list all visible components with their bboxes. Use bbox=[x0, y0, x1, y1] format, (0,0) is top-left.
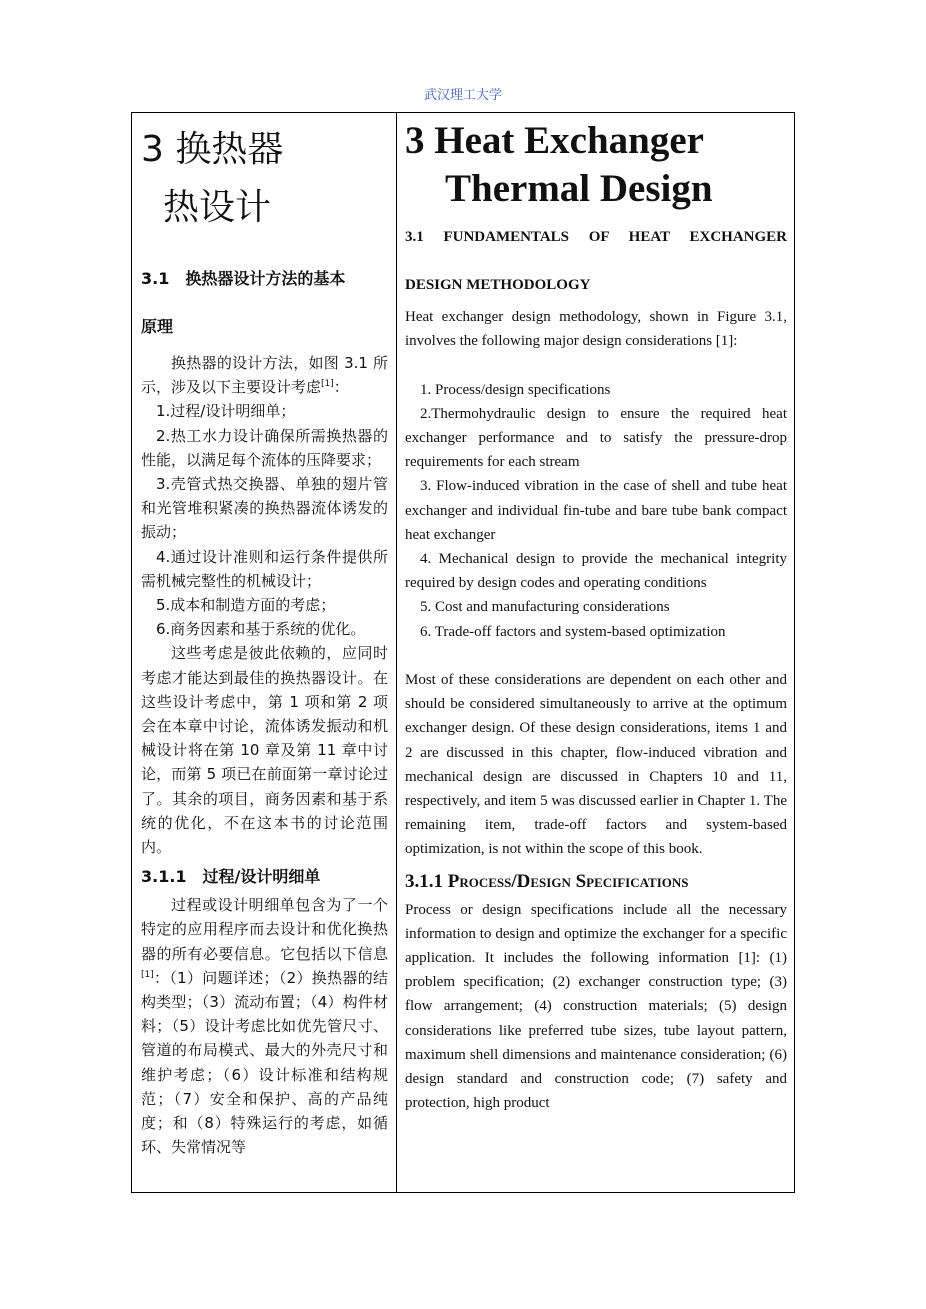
zh-paragraph-3 bbox=[141, 893, 388, 1159]
zh-intro-text: 换热器的设计方法，如图 3.1 所示，涉及以下主要设计考虑 bbox=[141, 354, 388, 397]
en-section-title-line2: DESIGN METHODOLOGY bbox=[405, 277, 591, 293]
en-title-line2: Thermal Design bbox=[445, 167, 713, 210]
en-item-1: 1. Process/design specifications bbox=[420, 381, 611, 398]
en-chapter-title bbox=[405, 117, 787, 213]
en-item-4: 4. Mechanical design to provide the mechanical integrity required by design codes and operating conditions bbox=[405, 551, 787, 592]
en-subsection-title: 3.1.1 Process/Design Specifications bbox=[405, 870, 689, 892]
en-item-6: 6. Trade-off factors and system-based optimization bbox=[420, 623, 726, 640]
zh-chapter-title bbox=[141, 121, 388, 237]
zh-item-1: 1.过程/设计明细单； bbox=[156, 402, 296, 421]
zh-item-5: 5.成本和制造方面的考虑； bbox=[156, 596, 336, 615]
zh-item-3: 3.壳管式热交换器、单独的翅片管和光管堆积紧凑的换热器流体诱发的振动； bbox=[141, 475, 388, 542]
zh-paragraph-3-ref: [1] bbox=[141, 969, 154, 980]
zh-item-4: 4.通过设计准则和运行条件提供所需机械完整性的机械设计； bbox=[141, 547, 388, 590]
spacer bbox=[405, 644, 787, 668]
zh-item-6: 6.商务因素和基于系统的优化。 bbox=[156, 620, 366, 639]
zh-intro-end: ： bbox=[333, 378, 349, 397]
zh-intro-ref: [1] bbox=[321, 379, 334, 390]
chinese-column bbox=[132, 113, 397, 1192]
english-column bbox=[397, 113, 794, 1192]
zh-title-line1: 3 换热器 bbox=[141, 129, 284, 170]
zh-paragraph-3-b: ：（1）问题详述；（2）换热器的结构类型；（3）流动布置；（4）构件材料；（5）设计考虑比如优先管尺寸、管道的布局模式、最大的外壳尺寸和维护考虑；（6）设计标准和结构规范；（7）安全和保护、高的产品纯度；和（8）特殊运行的考虑，如循环、失常情况等 bbox=[141, 968, 388, 1157]
en-title-line1: 3 Heat Exchanger bbox=[405, 119, 704, 162]
zh-title-line2: 热设计 bbox=[163, 187, 272, 228]
zh-section-title-line2: 原理 bbox=[141, 317, 174, 336]
zh-paragraph-3-a: 过程或设计明细单包含为了一个特定的应用程序而去设计和优化换热器的所有必要信息。它包括以下信息 bbox=[141, 896, 388, 963]
spacer bbox=[405, 353, 787, 377]
bilingual-table bbox=[131, 112, 795, 1193]
en-item-2: 2.Thermohydraulic design to ensure the required heat exchanger performance and to satisfy the pressure-drop requirements for each stream bbox=[405, 405, 787, 471]
zh-section-title-line1: 3.1 换热器设计方法的基本 bbox=[141, 269, 346, 288]
en-intro-paragraph: Heat exchanger design methodology, shown in Figure 3.1, involves the following major design considerations [1]: bbox=[405, 309, 787, 350]
en-paragraph-2: Most of these considerations are dependent on each other and should be considered simultaneously to arrive at the optimum exchanger design. Of these design considerations, items 1 and 2 are discussed in this chapter, flow-induced vibration and mechanical design are discussed in Chapters 10 and 11, respectively, and item 5 was discussed earlier in Chapter 1. The remaining item, trade-off factors and system-based optimization, is not within the scope of this book. bbox=[405, 672, 787, 858]
zh-section-title bbox=[141, 255, 388, 351]
zh-intro-paragraph bbox=[141, 351, 388, 399]
zh-subsection-title: 3.1.1 过程/设计明细单 bbox=[141, 867, 321, 887]
en-paragraph-3: Process or design specifications include all the necessary information to design and optimize the exchanger for a specific application. It includes the following information [1]: (1) problem specification; (2) exchanger construction type; (3) flow arrangement; (4) construction materials; (5) design considerations like preferred tube sizes, tube layout pattern, maximum shell dimensions and maintenance consideration; (6) design standard and construction code; (7) safety and protection, high product bbox=[405, 901, 787, 1112]
en-item-3: 3. Flow-induced vibration in the case of shell and tube heat exchanger and individual fin-tube and bare tube bank compact heat exchanger bbox=[405, 478, 787, 543]
page-header: 武汉理工大学 bbox=[423, 88, 502, 103]
en-item-5: 5. Cost and manufacturing considerations bbox=[420, 599, 670, 616]
zh-item-2: 2.热工水力设计确保所需换热器的性能，以满足每个流体的压降要求； bbox=[141, 426, 388, 469]
zh-paragraph-2: 这些考虑是彼此依赖的，应同时考虑才能达到最佳的换热器设计。在这些设计考虑中，第 1 项和第 2 项会在本章中讨论，流体诱发振动和机械设计将在第 10 章及第 11 章中讨论，而第 5 项已在前面第一章讨论过了。其余的项目，商务因素和基于系统的优化，不在这本书的讨论范围内。 bbox=[141, 644, 388, 857]
en-section-title-line1: 3.1 FUNDAMENTALS OF HEAT EXCHANGER bbox=[405, 229, 787, 245]
